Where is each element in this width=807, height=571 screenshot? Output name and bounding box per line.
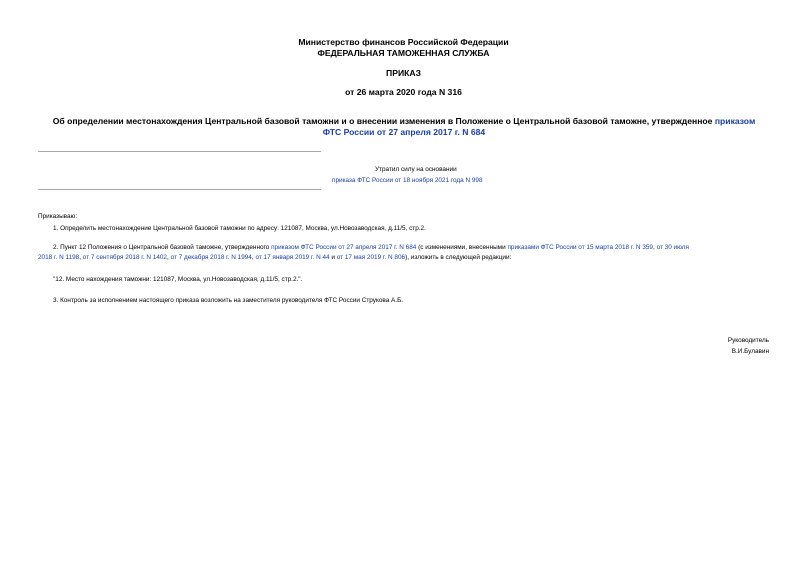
title-link-order[interactable]: приказом bbox=[714, 116, 756, 126]
paragraph-2 bbox=[38, 243, 770, 263]
doc-title-text: Об определении местонахождения Центральной базовой таможни и о внесении изменения в Положение о Центральной базовой таможне, утвержденное bbox=[52, 116, 715, 126]
p2-text-h: ), изложить в следующей редакции: bbox=[405, 254, 512, 261]
p2-link-1402[interactable]: от 7 сентября 2018 г. N 1402 bbox=[82, 254, 167, 261]
paragraph-1: 1. Определить местонахождение Центральной базовой таможни по адресу: 121087, Москва, ул.Новозаводская, д.11/5, стр.2. bbox=[53, 225, 426, 232]
doc-type-heading: ПРИКАЗ bbox=[386, 68, 421, 78]
p2-text-d: , bbox=[79, 254, 83, 261]
status-text: Утратил силу на основании bbox=[375, 166, 457, 173]
title-link-order-ref[interactable]: ФТС России от 27 апреля 2017 г. N 684 bbox=[322, 127, 486, 137]
p2-link-july[interactable]: от 30 июля bbox=[656, 244, 689, 251]
signature-name: В.И.Булавин bbox=[731, 348, 769, 355]
p2-link-44[interactable]: от 17 января 2019 г. N 44 bbox=[255, 254, 330, 261]
p2-link-1198[interactable]: 2018 г. N 1198 bbox=[38, 254, 80, 261]
p2-link-1994[interactable]: от 7 декабря 2018 г. N 1994 bbox=[170, 254, 252, 261]
quote-paragraph: "12. Место нахождения таможни: 121087, Москва, ул.Новозаводская, д.11/5, стр.2.". bbox=[53, 276, 303, 283]
p2-link-orders-359[interactable]: приказами ФТС России от 15 марта 2018 г. N 359 bbox=[507, 244, 653, 251]
p2-text-c: , bbox=[653, 244, 657, 251]
p2-text-e: , bbox=[167, 254, 171, 261]
p2-text-a: 2. Пункт 12 Положения о Центральной базовой таможне, утвержденного bbox=[53, 244, 272, 251]
signature-role: Руководитель bbox=[727, 337, 769, 344]
service-heading: ФЕДЕРАЛЬНАЯ ТАМОЖЕННАЯ СЛУЖБА bbox=[317, 48, 490, 58]
intro-text: Приказываю: bbox=[38, 213, 78, 220]
p2-text-b: (с изменениями, внесенными bbox=[416, 244, 508, 251]
status-link[interactable]: приказа ФТС России от 18 ноября 2021 года N 998 bbox=[332, 177, 483, 184]
ministry-heading: Министерство финансов Российской Федерации bbox=[298, 37, 509, 47]
p2-link-order[interactable]: приказом ФТС России от 27 апреля 2017 г. N 684 bbox=[271, 244, 417, 251]
doc-title bbox=[38, 116, 770, 138]
doc-date: от 26 марта 2020 года N 316 bbox=[345, 87, 462, 97]
divider-bottom bbox=[38, 189, 321, 190]
p2-text-f: , bbox=[251, 254, 256, 261]
paragraph-3: 3. Контроль за исполнением настоящего приказа возложить на заместителя руководителя ФТС России Струкова А.Б. bbox=[53, 297, 404, 304]
p2-link-806[interactable]: от 17 мая 2019 г. N 806 bbox=[336, 254, 406, 261]
divider-top bbox=[38, 151, 321, 152]
p2-text-g: и bbox=[329, 254, 337, 261]
